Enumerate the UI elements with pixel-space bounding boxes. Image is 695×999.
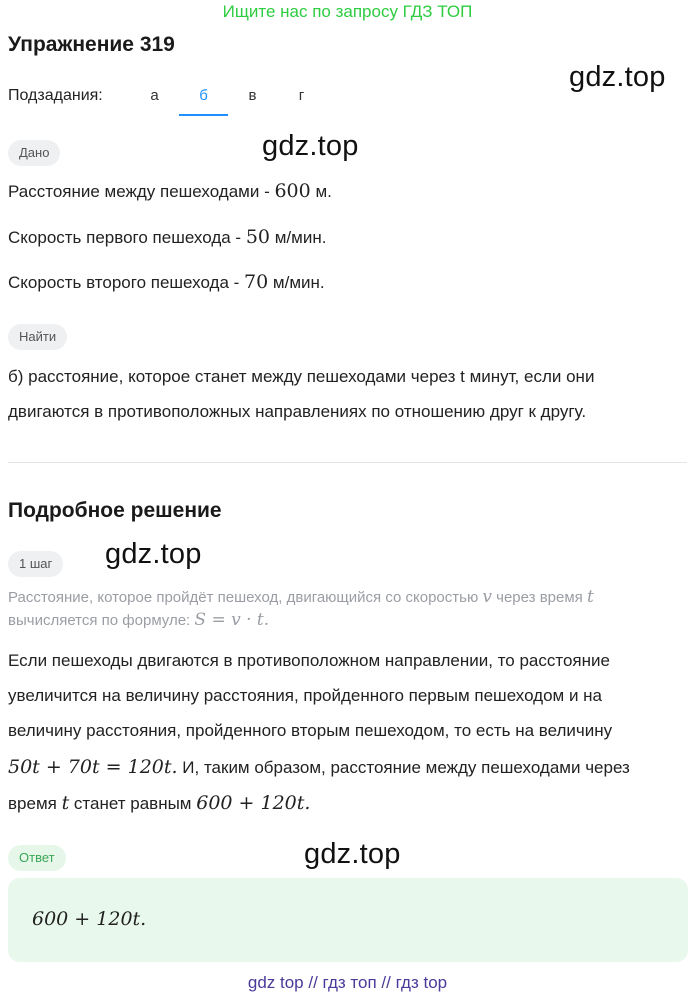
- solution-line-4-text: И, таким образом, расстояние между пешеходами через: [177, 758, 630, 777]
- hint-var-v: v: [482, 587, 492, 607]
- given-line-2-unit: м/мин.: [270, 228, 327, 247]
- solution-line-5: [8, 792, 310, 814]
- section-divider: [8, 462, 687, 463]
- watermark: gdz.top: [569, 61, 666, 93]
- solution-line-3: величину расстояния, пройденного вторым пешеходом, то есть на величину: [8, 721, 613, 740]
- find-chip: Найти: [8, 324, 67, 350]
- hint-text-b: через время: [491, 589, 587, 606]
- tab-g[interactable]: г: [298, 87, 305, 104]
- given-line-1-value: 600: [274, 180, 311, 202]
- given-line-2: [8, 226, 326, 248]
- top-banner: Ищите нас по запросу ГДЗ ТОП: [222, 2, 473, 21]
- solution-line-1: Если пешеходы двигаются в противоположном направлении, то расстояние: [8, 651, 610, 670]
- footer-link-3[interactable]: гдз top: [395, 973, 448, 992]
- find-chip-wrap: [8, 324, 67, 350]
- tab-v[interactable]: в: [248, 87, 257, 104]
- page-title: Упражнение 319: [8, 33, 175, 56]
- hint-var-t: t: [586, 587, 594, 607]
- hint-text-a: Расстояние, которое пройдёт пешеход, двигающийся со скоростью: [8, 589, 483, 606]
- solution-line-5-a: время: [8, 794, 62, 813]
- step-chip: 1 шаг: [8, 551, 63, 577]
- tab-a[interactable]: а: [150, 87, 159, 104]
- solution-line-5-b: станет равным: [69, 794, 197, 813]
- given-line-3-unit: м/мин.: [268, 273, 325, 292]
- watermark: gdz.top: [105, 538, 202, 570]
- given-line-2-text: Скорость первого пешехода -: [8, 228, 246, 247]
- subtasks-label: Подзадания:: [8, 87, 103, 104]
- solution-line-2: увеличится на величину расстояния, пройденного первым пешеходом и на: [8, 686, 603, 705]
- hint-line-2: [8, 610, 269, 630]
- step-chip-wrap: [8, 551, 63, 577]
- watermark: gdz.top: [262, 130, 359, 162]
- tab-b[interactable]: б: [179, 76, 228, 116]
- watermark: gdz.top: [304, 838, 401, 870]
- given-line-3-value: 70: [244, 271, 269, 293]
- footer-separator: //: [308, 973, 318, 992]
- hint-formula: S = v · t.: [194, 610, 270, 630]
- find-line-2: двигаются в противоположных направлениях по отношению друг к другу.: [8, 402, 587, 421]
- given-line-3: [8, 271, 325, 293]
- solution-line-4: [8, 756, 630, 778]
- hint-text-c: вычисляется по формуле:: [8, 612, 195, 629]
- footer-link-2[interactable]: гдз топ: [322, 973, 377, 992]
- answer-value: 600 + 120t.: [32, 908, 147, 930]
- given-chip: Дано: [8, 140, 60, 166]
- find-line-1: б) расстояние, которое станет между пешеходами через t минут, если они: [8, 367, 595, 386]
- solution-formula-1: 50t + 70t = 120t.: [8, 756, 178, 778]
- footer-separator: //: [381, 973, 391, 992]
- subtask-tabs: [130, 76, 326, 116]
- given-line-1-text: Расстояние между пешеходами -: [8, 182, 275, 201]
- answer-chip: Ответ: [8, 845, 66, 871]
- footer-links: [0, 973, 695, 993]
- answer-chip-wrap: [8, 845, 66, 871]
- given-chip-wrap: [8, 140, 60, 166]
- given-line-3-text: Скорость второго пешехода -: [8, 273, 245, 292]
- solution-title: Подробное решение: [8, 499, 222, 522]
- solution-formula-2: 600 + 120t.: [196, 792, 311, 814]
- given-line-2-value: 50: [245, 226, 270, 248]
- hint-line-1: [8, 587, 594, 607]
- solution-var-t: t: [61, 792, 70, 814]
- given-line-1: [8, 180, 332, 202]
- footer-link-1[interactable]: gdz top: [247, 973, 304, 992]
- given-line-1-unit: м.: [310, 182, 332, 201]
